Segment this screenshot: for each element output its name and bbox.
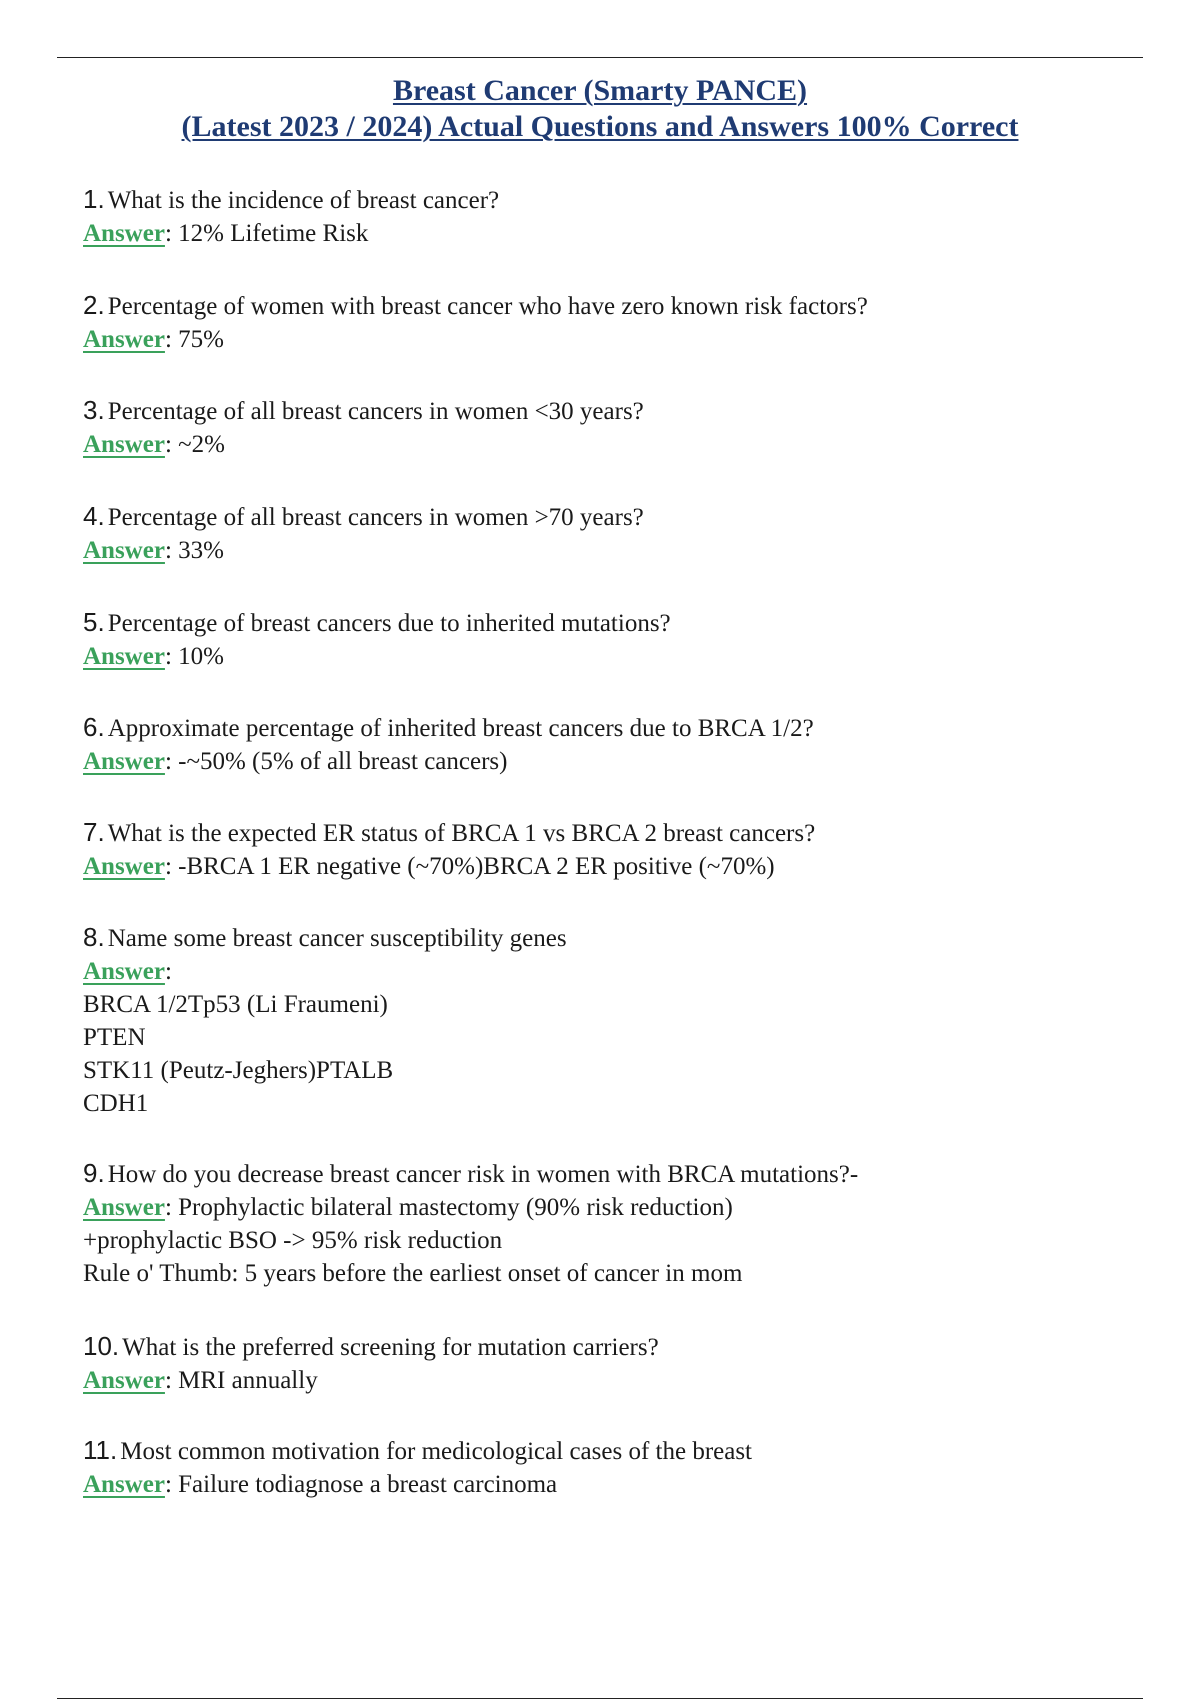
answer-text bbox=[83, 1191, 1143, 1224]
qa-item bbox=[83, 711, 1143, 778]
question-body: Percentage of breast cancers due to inherited mutations? bbox=[107, 610, 671, 637]
answer-body: : 12% Lifetime Risk bbox=[164, 220, 369, 247]
answer-body: : Failure todiagnose a breast carcinoma bbox=[164, 1471, 558, 1498]
answer-label: Answer bbox=[83, 220, 165, 247]
answer-text bbox=[83, 745, 1143, 778]
answer-text bbox=[83, 850, 1143, 883]
qa-item bbox=[83, 1434, 1143, 1501]
answer-body: : Prophylactic bilateral mastectomy (90% risk reduction) bbox=[164, 1194, 733, 1221]
question-number: 2. bbox=[83, 290, 105, 320]
qa-item bbox=[83, 1330, 1143, 1397]
question-body: What is the incidence of breast cancer? bbox=[107, 187, 500, 214]
question-number: 5. bbox=[83, 607, 105, 637]
question-number: 8. bbox=[83, 922, 105, 952]
answer-extra-line: CDH1 bbox=[83, 1090, 149, 1117]
qa-list bbox=[83, 183, 1143, 1501]
document-title bbox=[0, 73, 1200, 145]
answer-label: Answer bbox=[83, 537, 165, 564]
question-text bbox=[83, 1330, 1143, 1364]
qa-item bbox=[83, 921, 1143, 1120]
answer-text bbox=[83, 217, 1143, 250]
top-rule bbox=[57, 57, 1143, 58]
answer-text bbox=[83, 955, 1143, 988]
answer-label: Answer bbox=[83, 1367, 165, 1394]
answer-body: : -~50% (5% of all breast cancers) bbox=[164, 748, 508, 775]
answer-body: : -BRCA 1 ER negative (~70%)BRCA 2 ER positive (~70%) bbox=[164, 853, 775, 880]
answer-extra-line: PTEN bbox=[83, 1024, 146, 1051]
answer-extra-line: +prophylactic BSO -> 95% risk reduction bbox=[83, 1227, 503, 1254]
title-line-2: (Latest 2023 / 2024) Actual Questions and Answers 100% Correct bbox=[181, 110, 1019, 143]
answer-label: Answer bbox=[83, 958, 165, 985]
answer-body: : 75% bbox=[164, 326, 224, 353]
answer-text bbox=[83, 534, 1143, 567]
question-body: Percentage of all breast cancers in women <30 years? bbox=[107, 398, 644, 425]
question-number: 1. bbox=[83, 184, 105, 214]
question-text bbox=[83, 921, 1143, 955]
question-number: 9. bbox=[83, 1158, 105, 1188]
answer-text bbox=[83, 1364, 1143, 1397]
answer-body: : 33% bbox=[164, 537, 224, 564]
answer-body: : MRI annually bbox=[164, 1367, 318, 1394]
answer-body: : ~2% bbox=[164, 431, 225, 458]
answer-extra-line: Rule o' Thumb: 5 years before the earliest onset of cancer in mom bbox=[83, 1260, 743, 1287]
title-line-1: Breast Cancer (Smarty PANCE) bbox=[392, 74, 808, 107]
qa-item bbox=[83, 500, 1143, 567]
question-text bbox=[83, 394, 1143, 428]
answer-label: Answer bbox=[83, 853, 165, 880]
question-body: What is the preferred screening for mutation carriers? bbox=[122, 1334, 659, 1361]
answer-text bbox=[83, 323, 1143, 356]
question-number: 11. bbox=[83, 1435, 118, 1465]
question-number: 6. bbox=[83, 712, 105, 742]
question-text bbox=[83, 816, 1143, 850]
answer-text bbox=[83, 1468, 1143, 1501]
question-number: 10. bbox=[83, 1331, 120, 1361]
question-text bbox=[83, 500, 1143, 534]
question-number: 3. bbox=[83, 395, 105, 425]
answer-body: : bbox=[164, 958, 172, 985]
answer-extra-line: BRCA 1/2Tp53 (Li Fraumeni) bbox=[83, 991, 388, 1018]
qa-item bbox=[83, 816, 1143, 883]
question-body: Approximate percentage of inherited breast cancers due to BRCA 1/2? bbox=[107, 715, 814, 742]
answer-label: Answer bbox=[83, 1194, 165, 1221]
question-text bbox=[83, 1157, 1143, 1191]
question-text bbox=[83, 606, 1143, 640]
question-text bbox=[83, 183, 1143, 217]
answer-label: Answer bbox=[83, 326, 165, 353]
bottom-rule bbox=[57, 1698, 1143, 1699]
qa-item bbox=[83, 606, 1143, 673]
question-body: Percentage of women with breast cancer who have zero known risk factors? bbox=[107, 293, 868, 320]
answer-label: Answer bbox=[83, 431, 165, 458]
answer-body: : 10% bbox=[164, 643, 224, 670]
answer-text bbox=[83, 640, 1143, 673]
answer-extra-line: STK11 (Peutz-Jeghers)PTALB bbox=[83, 1057, 394, 1084]
qa-item bbox=[83, 183, 1143, 250]
qa-item bbox=[83, 394, 1143, 461]
question-body: Percentage of all breast cancers in women >70 years? bbox=[107, 504, 644, 531]
question-text bbox=[83, 711, 1143, 745]
qa-item bbox=[83, 1157, 1143, 1290]
question-body: How do you decrease breast cancer risk in women with BRCA mutations?- bbox=[107, 1161, 859, 1188]
answer-label: Answer bbox=[83, 748, 165, 775]
answer-label: Answer bbox=[83, 1471, 165, 1498]
question-body: Name some breast cancer susceptibility genes bbox=[107, 925, 567, 952]
question-body: What is the expected ER status of BRCA 1 vs BRCA 2 breast cancers? bbox=[107, 820, 816, 847]
question-body: Most common motivation for medicological cases of the breast bbox=[120, 1438, 753, 1465]
question-text bbox=[83, 1434, 1143, 1468]
qa-item bbox=[83, 289, 1143, 356]
question-number: 7. bbox=[83, 817, 105, 847]
answer-label: Answer bbox=[83, 643, 165, 670]
question-text bbox=[83, 289, 1143, 323]
answer-text bbox=[83, 428, 1143, 461]
question-number: 4. bbox=[83, 501, 105, 531]
